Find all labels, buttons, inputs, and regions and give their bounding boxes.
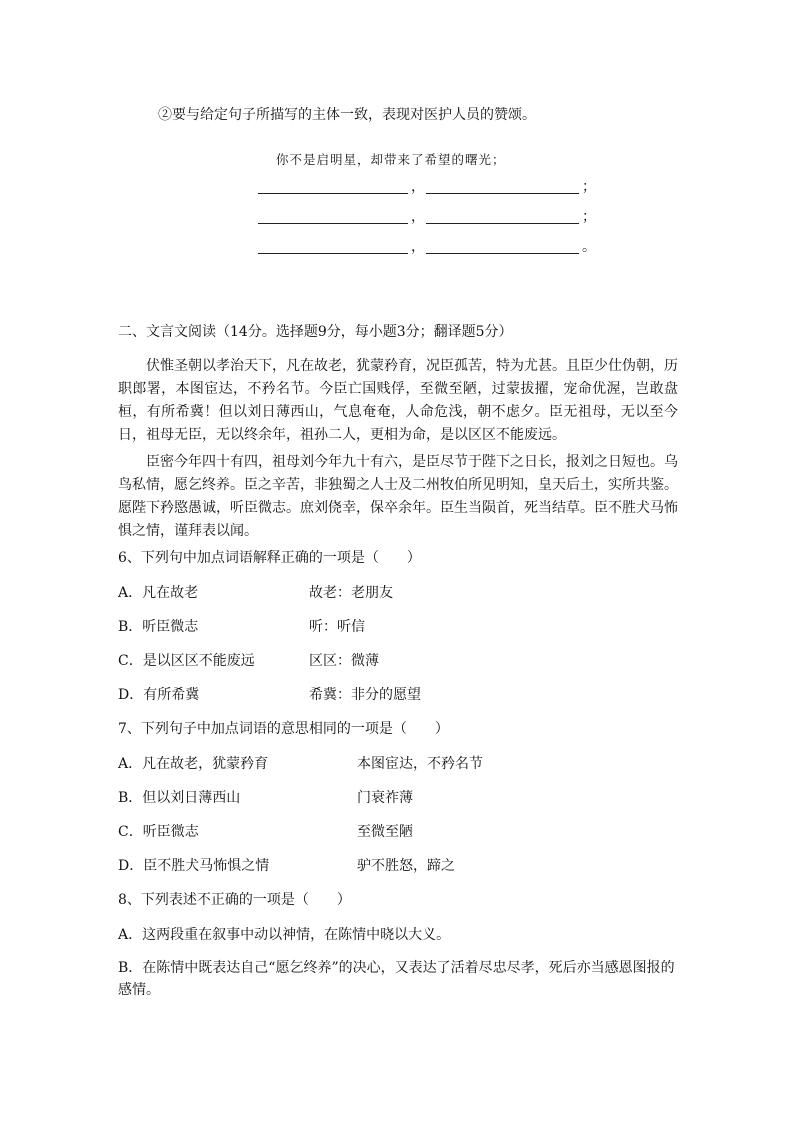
q7-option-b[interactable]: B．但以刘日薄西山 (118, 790, 241, 806)
blank-line[interactable] (426, 193, 579, 194)
q7-option-b-compare: 门衰祚薄 (357, 790, 413, 806)
section-heading: 二、文言文阅读（14分。选择题9分，每小题3分；翻译题5分） (118, 324, 513, 340)
q6-option-b-gloss: 听：听信 (309, 619, 365, 635)
q8-option-a[interactable]: A．这两段重在叙事中动以神情，在陈情中晓以大义。 (118, 927, 451, 943)
instruction-2: ②要与给定句子所描写的主体一致，表现对医护人员的赞颂。 (158, 107, 536, 123)
comma: ， (411, 239, 425, 255)
q6-option-b[interactable]: B．听臣微志 (118, 619, 199, 635)
question-8-stem: 8、下列表述不正确的一项是（ ） (118, 892, 351, 908)
q7-option-c-compare: 至微至陋 (357, 824, 413, 840)
blank-line[interactable] (426, 253, 579, 254)
blank-line[interactable] (258, 223, 408, 224)
fill-blank-row-2 (258, 206, 598, 224)
question-7-stem: 7、下列句子中加点词语的意思相同的一项是（ ） (118, 721, 449, 737)
q6-option-d-gloss: 希冀：非分的愿望 (309, 687, 421, 703)
comma: ， (411, 179, 425, 195)
q6-option-c[interactable]: C．是以区区不能废远 (118, 653, 255, 669)
comma: ， (411, 209, 425, 225)
blank-line[interactable] (258, 253, 408, 254)
blank-line[interactable] (426, 223, 579, 224)
end-punct: ； (582, 179, 596, 195)
q7-option-d[interactable]: D．臣不胜犬马怖惧之情 (118, 858, 270, 874)
passage-paragraph-2: 臣密今年四十有四，祖母刘今年九十有六，是臣尽节于陛下之日长，报刘之日短也。乌鸟私情，愿乞终养。臣之辛苦，非独蜀之人士及二州牧伯所见明知，皇天后土，实所共鉴。愿陛下矜愍愚诚，听臣微志。庶刘侥幸，保卒余年。臣生当陨首，死当结草。臣不胜犬马怖惧之情，谨拜表以闻。 (118, 454, 678, 539)
q8-option-b[interactable]: B．在陈情中既表达自己“愿乞终养”的决心，又表达了活着尽忠尽孝，死后亦当感恩图报的感情。 (118, 960, 675, 998)
fill-blank-row-3 (258, 236, 598, 254)
q7-option-a[interactable]: A．凡在故老，犹蒙矜育 (118, 756, 269, 772)
q7-option-a-compare: 本图宦达，不矜名节 (357, 756, 483, 772)
passage-paragraph-1: 伏惟圣朝以孝治天下，凡在故老，犹蒙矜育，况臣孤苦，特为尤甚。且臣少仕伪朝，历职郎署，本图宦达，不矜名节。今臣亡国贱俘，至微至陋，过蒙拔擢，宠命优渥，岂敢盘桓，有所希冀！但以刘日薄西山，气息奄奄，人命危浅，朝不虑夕。臣无祖母，无以至今日，祖母无臣，无以终余年，祖孙二人，更相为命，是以区区不能废远。 (118, 358, 678, 443)
q6-option-d[interactable]: D．有所希冀 (118, 687, 200, 703)
q6-option-a[interactable]: A．凡在故老 (118, 585, 199, 601)
q7-option-d-compare: 驴不胜怒，蹄之 (357, 858, 455, 874)
question-6-stem: 6、下列句中加点词语解释正确的一项是（ ） (118, 550, 421, 566)
q7-option-c[interactable]: C．听臣微志 (118, 824, 199, 840)
end-punct: 。 (582, 239, 596, 255)
example-sentence: 你不是启明星，却带来了希望的曙光； (276, 152, 506, 167)
q6-option-a-gloss: 故老：老朋友 (309, 585, 393, 601)
end-punct: ； (582, 209, 596, 225)
fill-blank-row-1 (258, 176, 598, 194)
blank-line[interactable] (258, 193, 408, 194)
q6-option-c-gloss: 区区：微薄 (309, 653, 379, 669)
